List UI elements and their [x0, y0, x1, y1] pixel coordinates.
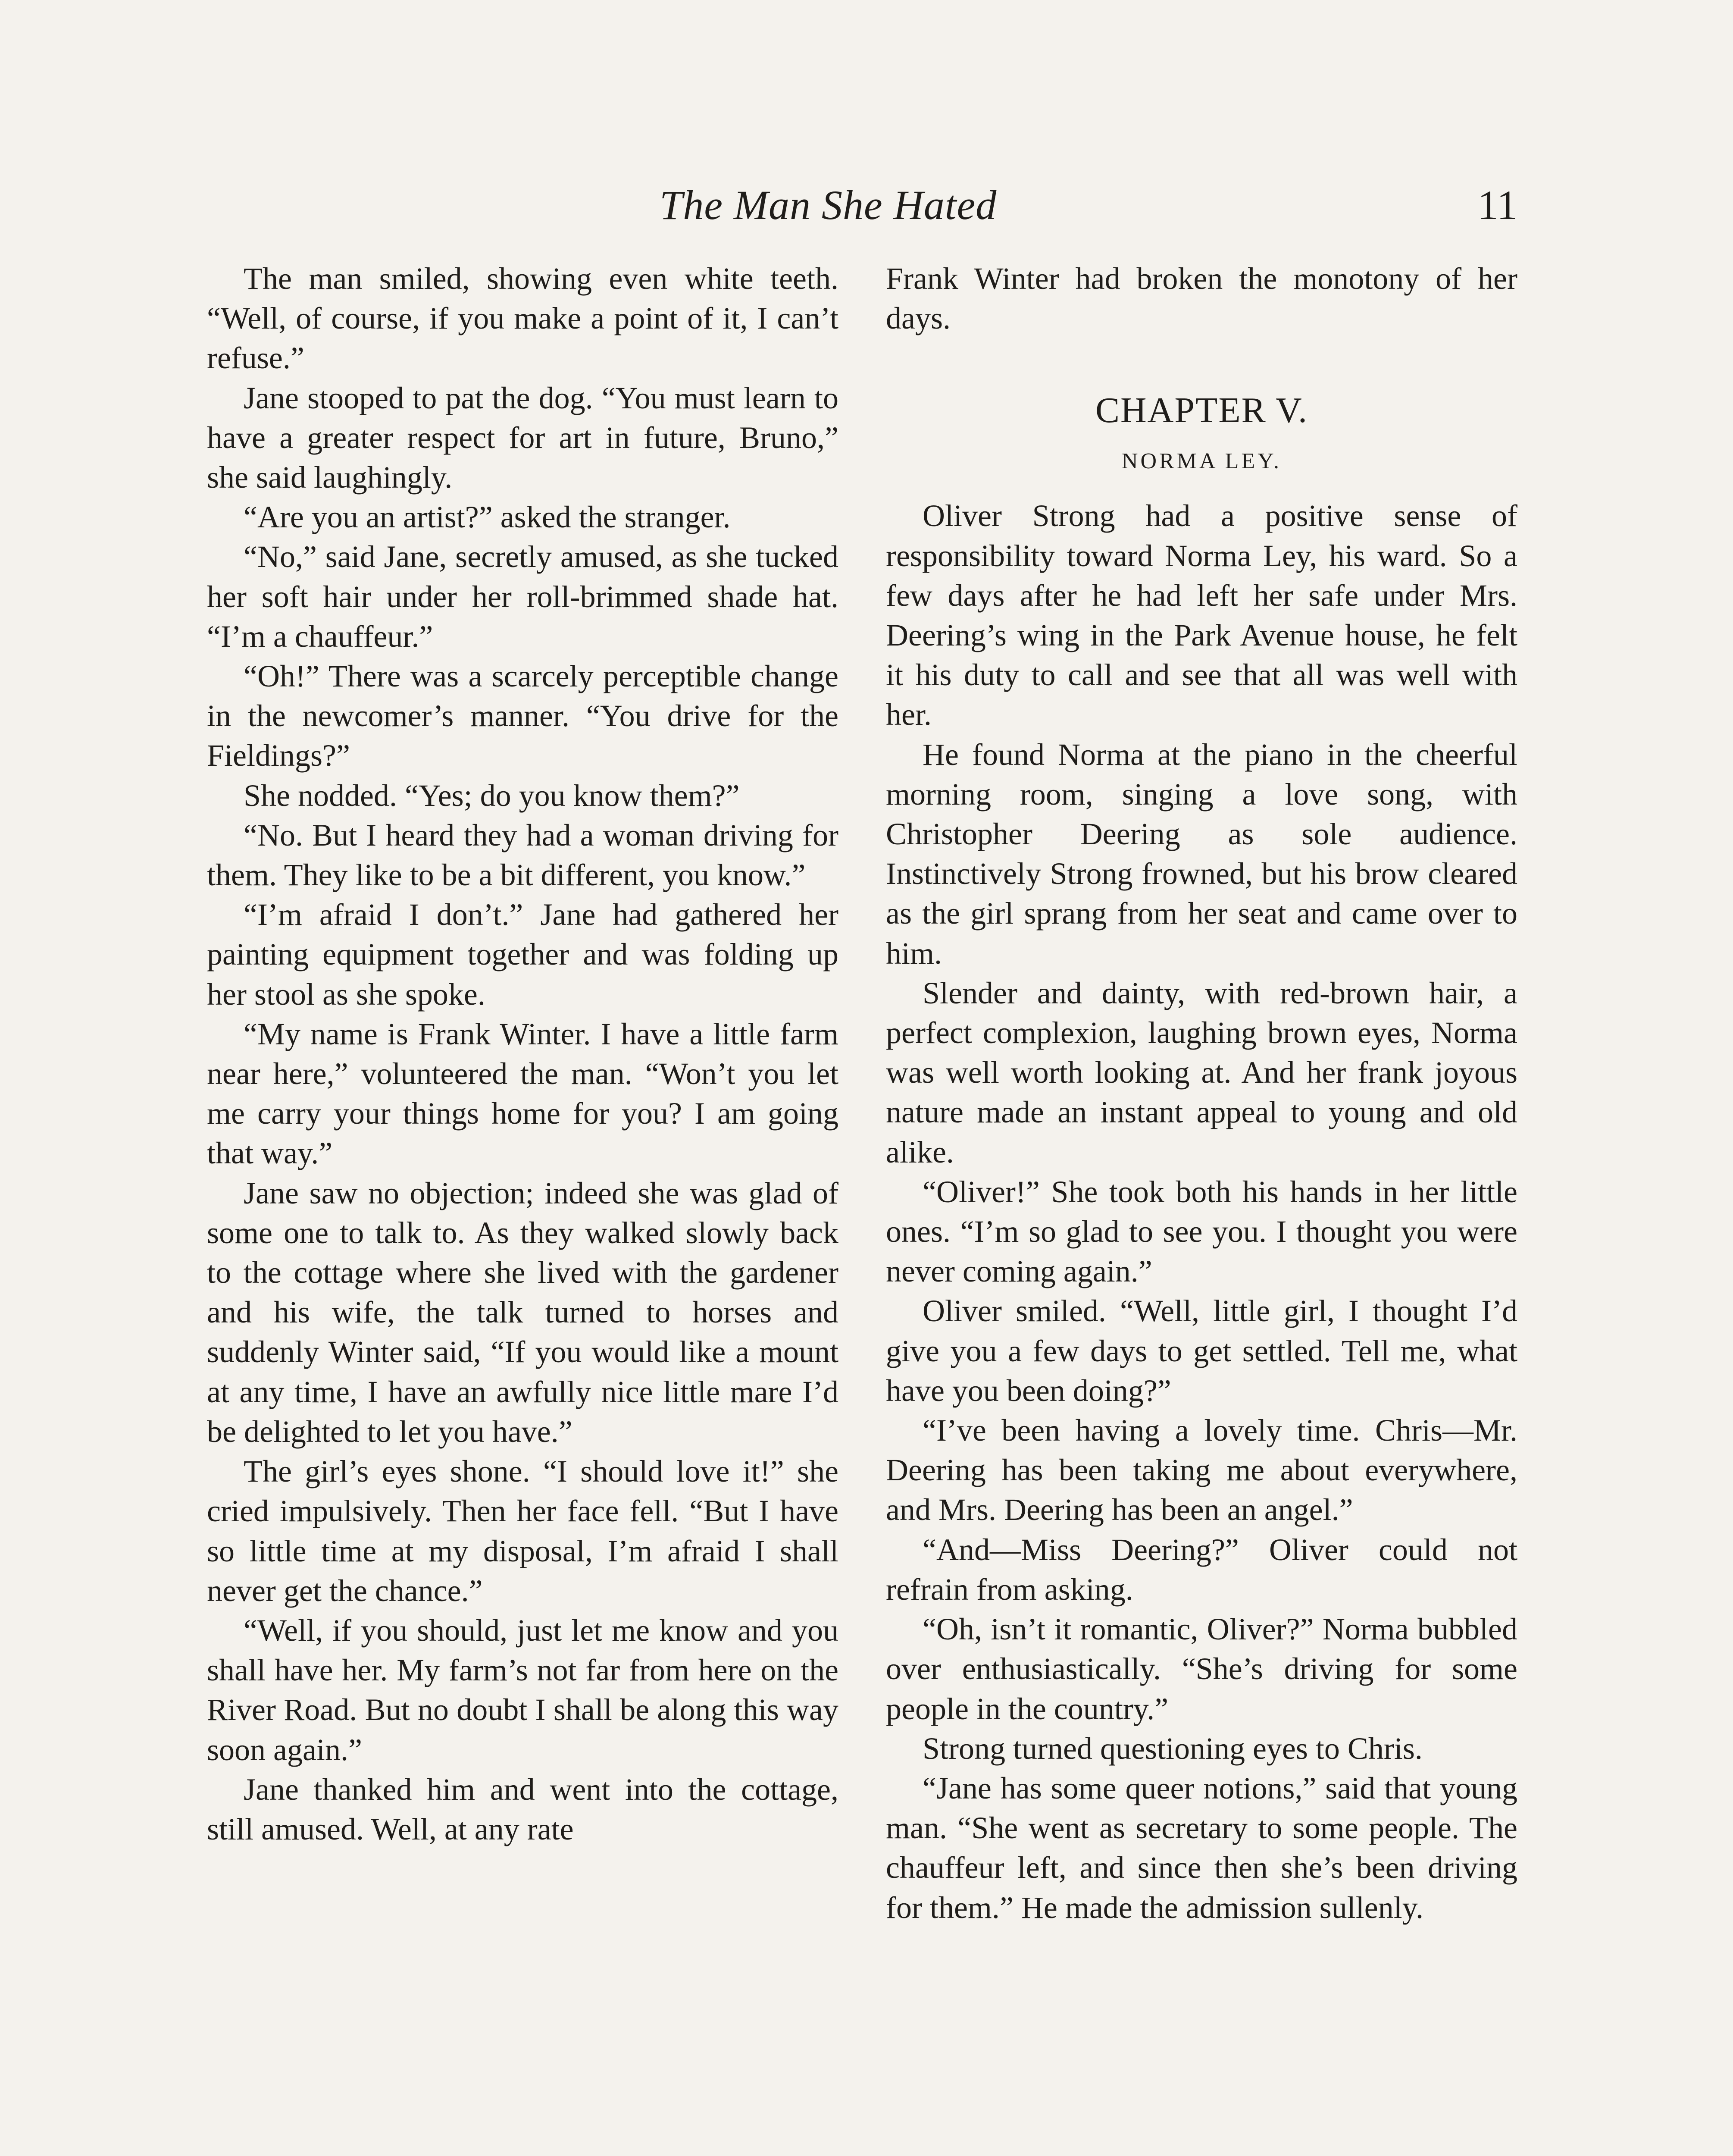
- paragraph: Jane saw no objection; indeed she was glad of some one to talk to. As they walked slowly back to the cottage where she lived with the gardener and his wife, the talk turned to horses and suddenly Winter said, “If you would like a mount at any time, I have an awfully nice little mare I’d be delighted to let you have.”: [207, 1175, 838, 1449]
- page-header: [207, 181, 1517, 250]
- paragraph: Oliver smiled. “Well, little girl, I thought I’d give you a few days to get settled. Tell me, what have you been doing?”: [886, 1294, 1517, 1408]
- paragraph: The girl’s eyes shone. “I should love it!” she cried impulsively. Then her face fell. “But I have so little time at my disposal, I’m afraid I shall never get the chance.”: [207, 1454, 838, 1608]
- paragraph: “And—Miss Deering?” Oliver could not refrain from asking.: [886, 1532, 1517, 1607]
- paragraph: “My name is Frank Winter. I have a little farm near here,” volunteered the man. “Won’t you let me carry your things home for you? I am going that way.”: [207, 1016, 838, 1171]
- paragraph: Jane stooped to pat the dog. “You must learn to have a greater respect for art in future, Bruno,” she said laughingly.: [207, 380, 838, 495]
- running-title: The Man She Hated: [660, 182, 997, 228]
- paragraph: Oliver Strong had a positive sense of responsibility toward Norma Ley, his ward. So a few days after he had left her safe under Mrs. Deering’s wing in the Park Avenue house, he felt it his duty to call and see that all was well with her.: [886, 498, 1517, 732]
- paragraph: “Oliver!” She took both his hands in her little ones. “I’m so glad to see you. I thought you were never coming again.”: [886, 1174, 1517, 1289]
- right-column: [886, 259, 1517, 1927]
- chapter-heading: CHAPTER V.: [1095, 390, 1308, 431]
- page-number: 11: [1477, 182, 1517, 228]
- paragraph: “Well, if you should, just let me know and you shall have her. My farm’s not far from here on the River Road. But no doubt I shall be along this way soon again.”: [207, 1613, 838, 1767]
- paragraph: He found Norma at the piano in the cheerful morning room, singing a love song, with Christopher Deering as sole audience. Instinctively Strong frowned, but his brow cleared as the girl sprang from her seat and came over to him.: [886, 737, 1517, 971]
- paragraph: Slender and dainty, with red-brown hair, a perfect complexion, laughing brown eyes, Norma was well worth looking at. And her frank joyous nature made an instant appeal to young and old alike.: [886, 975, 1517, 1169]
- paragraph: “I’ve been having a lovely time. Chris—Mr. Deering has been taking me about everywhere, and Mrs. Deering has been an angel.”: [886, 1413, 1517, 1527]
- paragraph: “I’m afraid I don’t.” Jane had gathered her painting equipment together and was folding up her stool as she spoke.: [207, 897, 838, 1012]
- paragraph: “No,” said Jane, secretly amused, as she tucked her soft hair under her roll-brimmed shade hat. “I’m a chauffeur.”: [207, 539, 838, 654]
- paragraph: Strong turned questioning eyes to Chris.: [923, 1731, 1423, 1766]
- left-column: [207, 259, 838, 1849]
- paragraph: “Oh!” There was a scarcely perceptible change in the newcomer’s manner. “You drive for the Fieldings?”: [207, 659, 838, 773]
- paragraph: “Jane has some queer notions,” said that young man. “She went as secretary to some people. The chauffeur left, and since then she’s been driving for them.” He made the admission sullenly.: [886, 1771, 1517, 1925]
- paragraph: Jane thanked him and went into the cottage, still amused. Well, at any rate: [207, 1772, 838, 1846]
- paragraph: “No. But I heard they had a woman driving for them. They like to be a bit different, you know.”: [207, 818, 838, 893]
- chapter-subheading: NORMA LEY.: [1121, 449, 1282, 474]
- paragraph: The man smiled, showing even white teeth. “Well, of course, if you make a point of it, I can’t refuse.”: [207, 261, 838, 376]
- paragraph: “Oh, isn’t it romantic, Oliver?” Norma bubbled over enthusiastically. “She’s driving for some people in the country.”: [886, 1612, 1517, 1726]
- paragraph: She nodded. “Yes; do you know them?”: [244, 778, 740, 813]
- continued-paragraph: Frank Winter had broken the monotony of her days.: [886, 261, 1517, 336]
- paragraph: “Are you an artist?” asked the stranger.: [244, 500, 731, 535]
